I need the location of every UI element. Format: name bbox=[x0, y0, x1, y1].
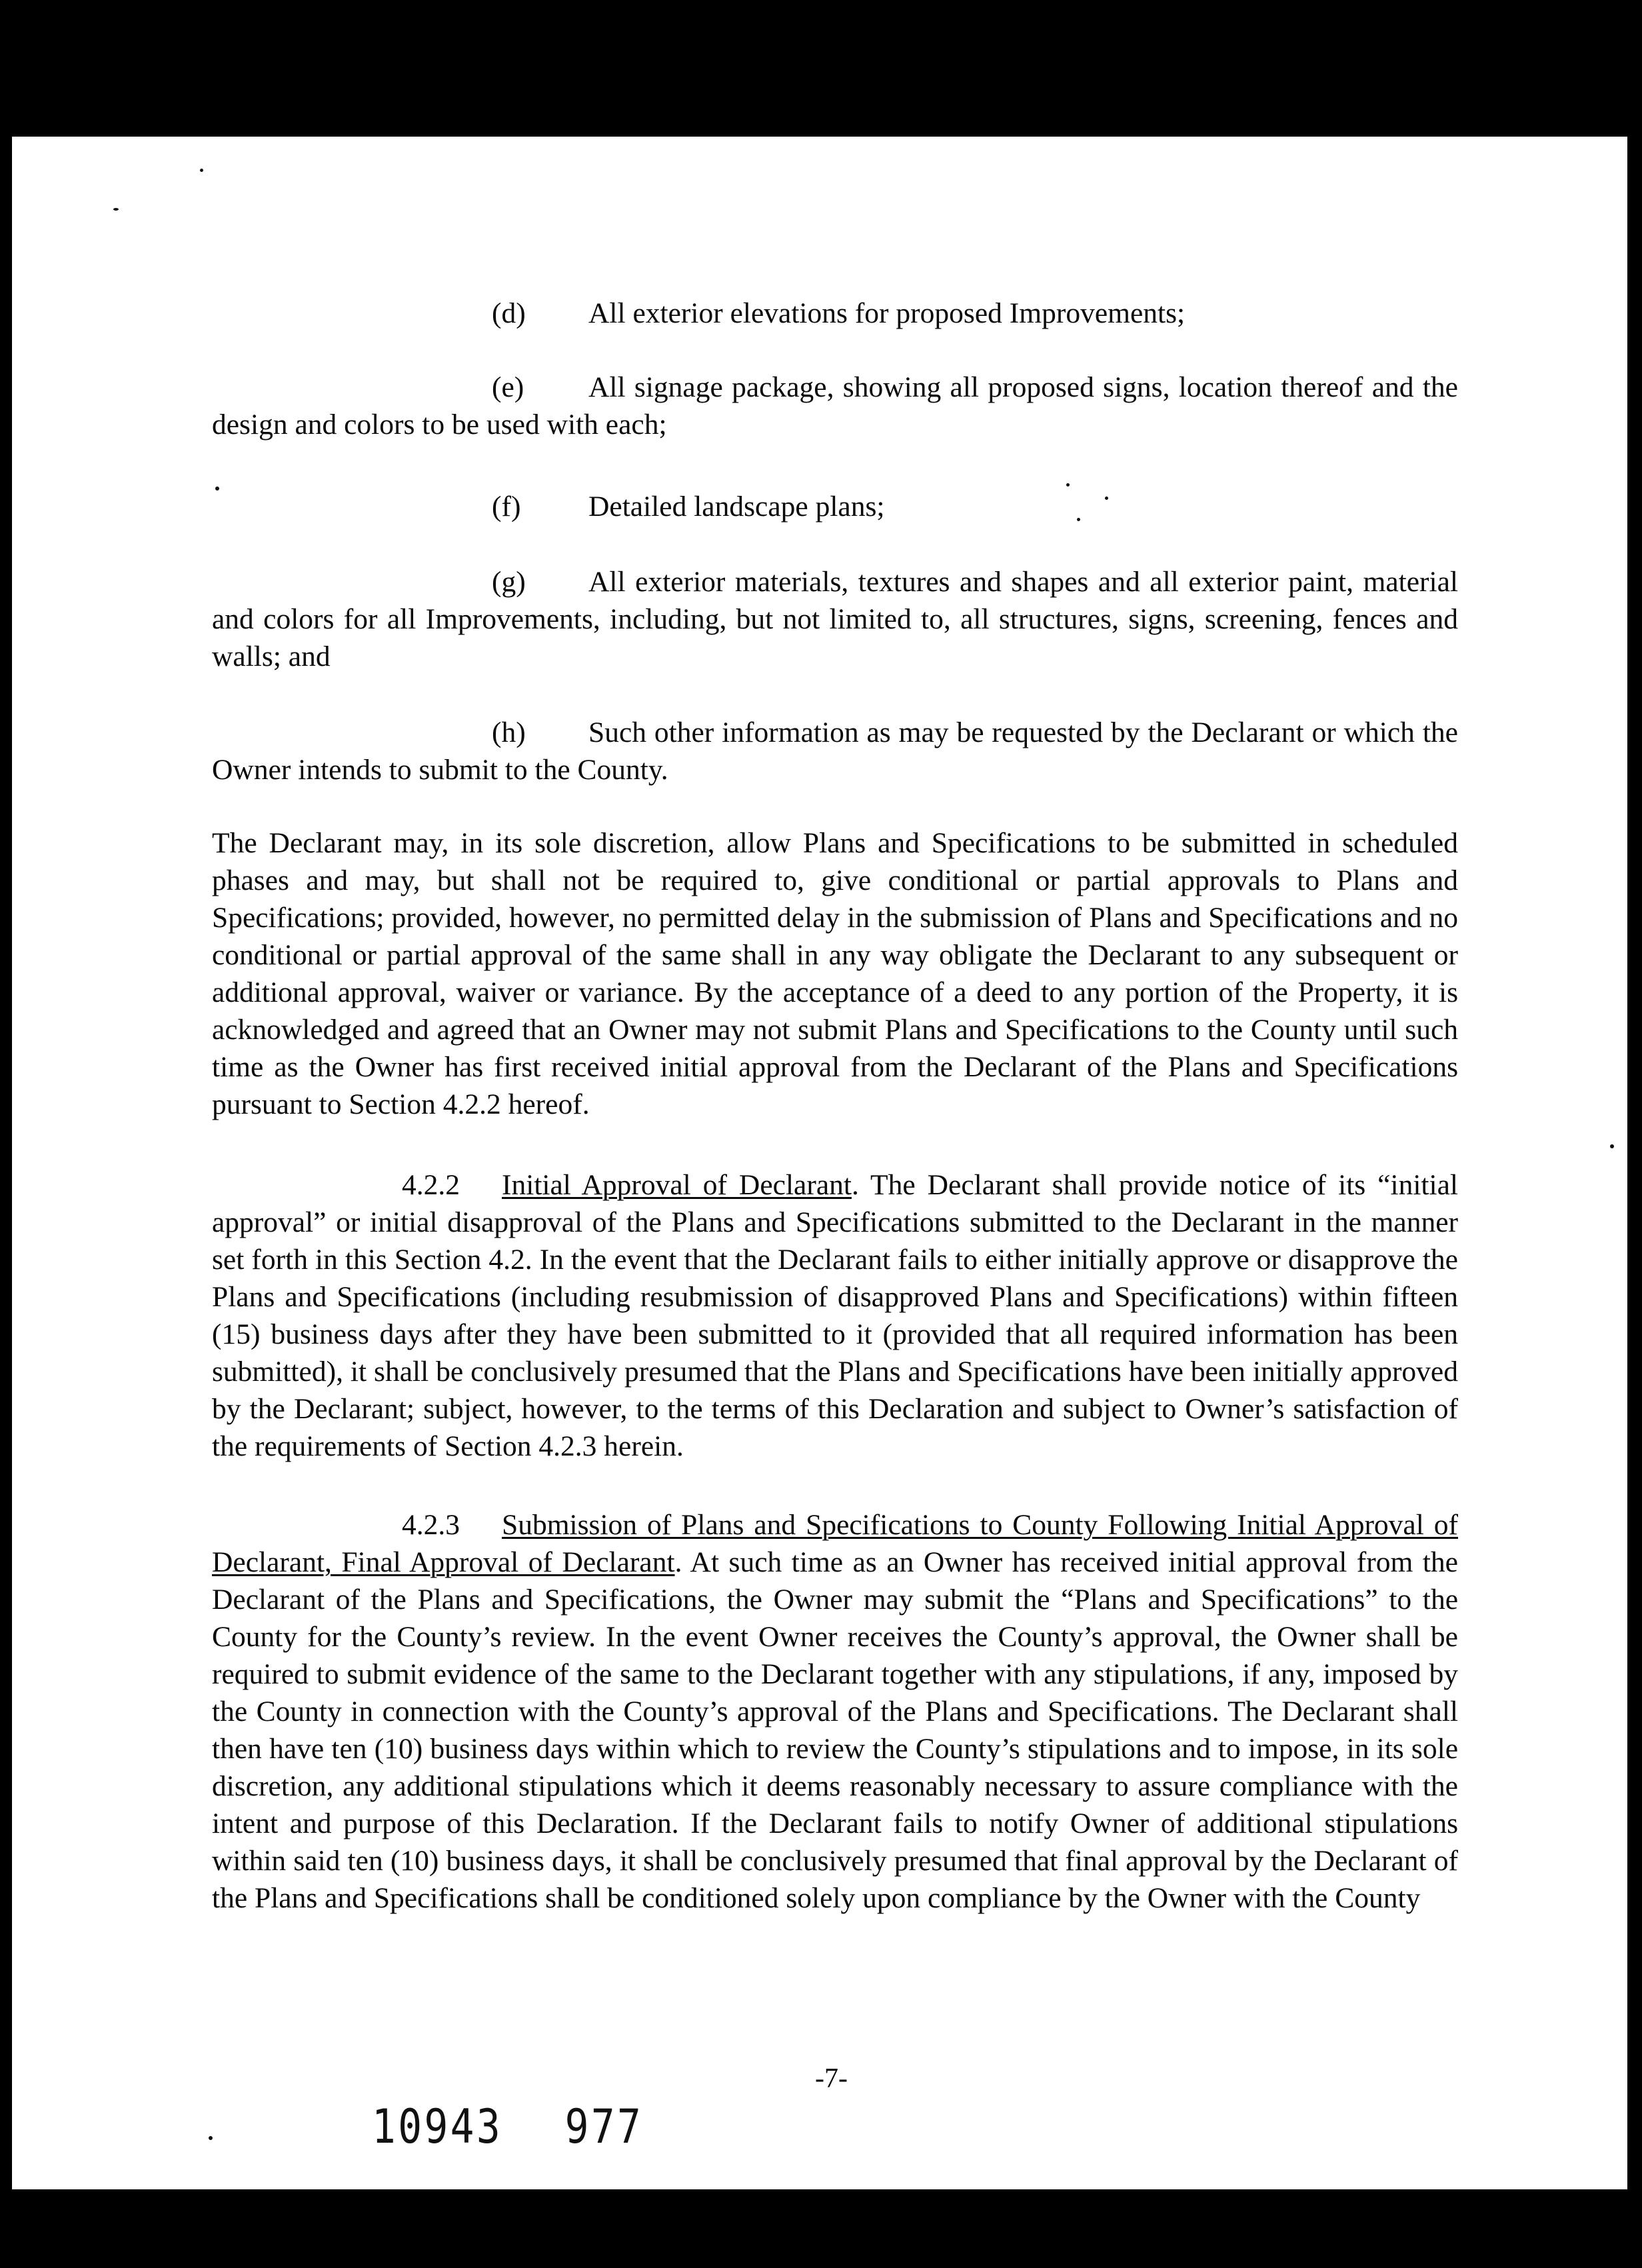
bates-stamp bbox=[372, 2099, 643, 2154]
section-body: . The Declarant shall provide notice of its “initial approval” or initial disapproval of the Plans and Specifications submitted to the Declarant in the manner set forth in this Section 4.2. In the event that the Declarant fails to either initially approve or disapprove the Plans and Specifications (including resubmission of disapproved Plans and Specifications) within fifteen (15) business days after they have been submitted to it (provided that all required information has been submitted), it shall be conclusively presumed that the Plans and Specifications have been initially approved by the Declarant; subject, however, to the terms of this Declaration and subject to Owner’s satisfaction of the requirements of Section 4.2.3 herein. bbox=[212, 1169, 1458, 1462]
stamp-left: 10943 bbox=[372, 2099, 503, 2154]
scan-speck bbox=[209, 2136, 213, 2140]
item-text: All exterior elevations for proposed Improvements; bbox=[588, 297, 1186, 329]
document-page bbox=[12, 137, 1627, 2189]
page-number: -7- bbox=[815, 2063, 848, 2094]
section-number: 4.2.3 bbox=[402, 1509, 460, 1541]
list-item-e bbox=[212, 369, 1458, 443]
item-label: (f) bbox=[492, 491, 521, 523]
item-label: (g) bbox=[492, 566, 526, 598]
list-item-h bbox=[212, 714, 1458, 788]
section-4-2-2 bbox=[212, 1166, 1458, 1465]
section-body: . At such time as an Owner has received initial approval from the Declarant of the Plans and Specifications, the Owner may submit the “Plans and Specifications” to the County for the County’s review. In the event Owner receives the County’s approval, the Owner shall be required to submit evidence of the same to the Declarant together with any stipulations, if any, imposed by the County in connection with the County’s approval of the Plans and Specifications. The Declarant shall then have ten (10) business days within which to review the County’s stipulations and to impose, in its sole discretion, any additional stipulations which it deems reasonably necessary to assure compliance with the intent and purpose of this Declaration. If the Declarant fails to notify Owner of additional stipulations within said ten (10) business days, it shall be conclusively presumed that final approval by the Declarant of the Plans and Specifications shall be conditioned solely upon compliance by the Owner with the County bbox=[212, 1546, 1458, 1914]
list-item-f bbox=[212, 488, 1458, 525]
section-heading: Initial Approval of Declarant bbox=[502, 1169, 852, 1201]
scan-speck bbox=[1066, 483, 1070, 487]
list-item-d bbox=[212, 295, 1458, 332]
scan-speck bbox=[1105, 497, 1108, 500]
section-heading: Submission of Plans and Specifications to County Following Initial Approval of Declarant, Final Approval of Declarant bbox=[212, 1509, 1458, 1578]
item-label: (h) bbox=[492, 716, 526, 748]
item-text: All signage package, showing all proposed signs, location thereof and the design and colors to be used with each; bbox=[212, 371, 1458, 441]
stamp-right: 977 bbox=[564, 2099, 644, 2154]
item-label: (e) bbox=[492, 371, 524, 403]
item-text: All exterior materials, textures and shapes and all exterior paint, material and colors for all Improvements, including, but not limited to, all structures, signs, screening, fences and walls; and bbox=[212, 566, 1458, 672]
item-text: Detailed landscape plans; bbox=[588, 491, 885, 523]
list-item-g bbox=[212, 563, 1458, 675]
scan-speck bbox=[1077, 518, 1080, 521]
section-number: 4.2.2 bbox=[402, 1169, 460, 1201]
scan-speck bbox=[200, 169, 203, 172]
scan-speck bbox=[215, 487, 219, 491]
scan-speck bbox=[1610, 1144, 1614, 1148]
paragraph-main: The Declarant may, in its sole discretion, allow Plans and Specifications to be submitted in scheduled phases and may, but shall not be required to, give conditional or partial approvals to Plans and Specifications; provided, however, no permitted delay in the submission of Plans and Specifications and no conditional or partial approval of the same shall in any way obligate the Declarant to any subsequent or additional approval, waiver or variance. By the acceptance of a deed to any portion of the Property, it is acknowledged and agreed that an Owner may not submit Plans and Specifications to the County until such time as the Owner has first received initial approval from the Declarant of the Plans and Specifications pursuant to Section 4.2.2 hereof. bbox=[212, 827, 1458, 1120]
item-text: Such other information as may be requested by the Declarant or which the Owner intends to submit to the County. bbox=[212, 716, 1458, 786]
scan-speck bbox=[113, 208, 119, 211]
section-4-2-3 bbox=[212, 1506, 1458, 1917]
item-label: (d) bbox=[492, 297, 526, 329]
